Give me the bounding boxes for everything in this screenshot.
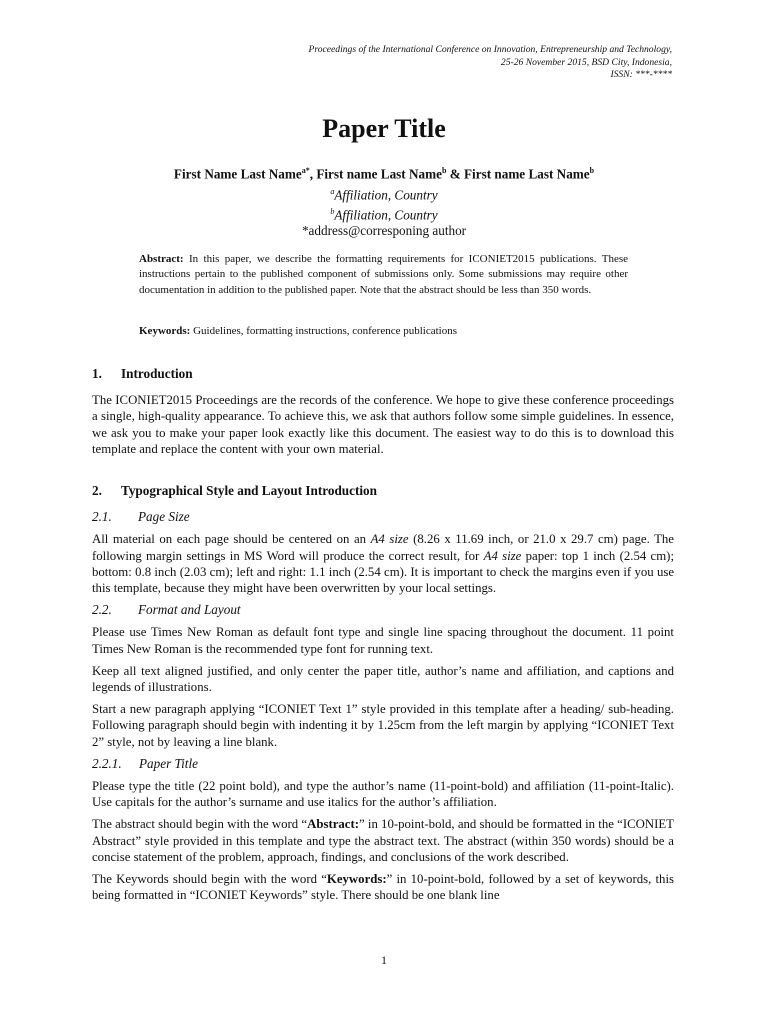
author-3: First name Last Name bbox=[464, 166, 590, 182]
paragraph: The ICONIET2015 Proceedings are the records of the conference. We hope to give these conference proceedings a single, high-quality appearance. To achieve this, we ask that authors follow some simple guidelines. In essence, we ask you to make your paper look exactly like this document. The easiest way to do this is to download this template and replace the content with your own material. bbox=[92, 393, 674, 456]
author-1-sup: a* bbox=[301, 166, 310, 175]
paragraph: All material on each page should be centered on an A4 size (8.26 x 11.69 inch, or 21.0 x 29.7 cm) page. The following margin settings in MS Word will produce the correct result, for A4 size paper: top 1 inch (2.54 cm); bottom: 0.8 inch (2.03 cm); left and right: 1.1 inch (2.54 cm). It is important to check the margins even if you use this template, because they might have been overwritten by your local settings. bbox=[92, 532, 674, 596]
affiliation-text: Affiliation, Country bbox=[334, 207, 438, 223]
abstract-label: Abstract: bbox=[139, 253, 184, 265]
subsection-title: Format and Layout bbox=[138, 602, 241, 618]
proceedings-header bbox=[172, 44, 672, 82]
subsubsection-title: Paper Title bbox=[139, 755, 198, 771]
paragraph: Please use Times New Roman as default font type and single line spacing throughout the document. 11 point Times New Roman is the recommended type font for running text. bbox=[92, 625, 674, 656]
subsection-heading bbox=[92, 509, 674, 525]
paper-body bbox=[92, 366, 674, 909]
header-line-3: ISSN: ***-**** bbox=[610, 69, 672, 80]
keywords bbox=[139, 324, 628, 339]
paragraph: Please type the title (22 point bold), and type the author’s name (11-point-bold) and affiliation (11-point-Italic). Use capitals for the author’s surname and use italics for the author’s affiliation. bbox=[92, 779, 674, 810]
corresponding-email: *address@corresponing author bbox=[301, 223, 467, 238]
affiliation-text: Affiliation, Country bbox=[334, 187, 438, 203]
subsection-number: 2.2. bbox=[92, 602, 112, 618]
affiliation-sup: b bbox=[330, 207, 335, 217]
page-number: 1 bbox=[381, 953, 387, 967]
section-title: Introduction bbox=[121, 366, 193, 381]
keywords-text: Guidelines, formatting instructions, conference publications bbox=[190, 325, 458, 337]
subsubsection-heading bbox=[92, 756, 674, 772]
abstract-text: In this paper, we describe the formatting requirements for ICONIET2015 publications. These instructions pertain to the published component of submissions only. Some submissions may require other documentation in addition to the published paper. Note that the abstract should be less than 350 words. bbox=[139, 253, 628, 296]
affiliation-b bbox=[0, 203, 768, 223]
author-separator: , bbox=[309, 166, 317, 182]
section-heading bbox=[92, 483, 674, 499]
paragraph: Keep all text aligned justified, and only center the paper title, author’s name and affiliation, and captions and legends of illustrations. bbox=[92, 663, 674, 695]
header-line-2: 25-26 November 2015, BSD City, Indonesia, bbox=[500, 56, 672, 68]
paper-title: Paper Title bbox=[322, 114, 446, 143]
header-line-1: Proceedings of the International Conference on Innovation, Entrepreneurship and Technology, bbox=[308, 44, 672, 55]
author-1: First Name Last Name bbox=[173, 166, 302, 182]
author-2-sup: b bbox=[441, 166, 447, 175]
paragraph: The abstract should begin with the word “Abstract:” in 10-point-bold, and should be formatted in the “ICONIET Abstract” style provided in this template and type the abstract text. The abstract (within 350 words) should be a concise statement of the problem, approach, findings, and conclusions of the work described. bbox=[92, 817, 674, 864]
author-list bbox=[0, 162, 768, 182]
section-number: 1. bbox=[92, 366, 102, 381]
paragraph: Start a new paragraph applying “ICONIET Text 1” style provided in this template after a heading/ sub-heading. Following paragraph should begin with indenting it by 1.25cm from the left margin by applying “ICONIET Text 2” style, not by leaving a line blank. bbox=[92, 702, 674, 749]
author-separator: & bbox=[446, 166, 464, 182]
affiliation-a bbox=[0, 183, 768, 203]
author-3-sup: b bbox=[589, 166, 595, 175]
section-title: Typographical Style and Layout Introduction bbox=[121, 483, 377, 499]
abstract bbox=[139, 252, 628, 298]
author-2: First name Last Name bbox=[316, 166, 442, 182]
subsubsection-number: 2.2.1. bbox=[92, 755, 122, 771]
affiliation-sup: a bbox=[330, 187, 335, 196]
subsection-number: 2.1. bbox=[92, 509, 112, 525]
affiliations bbox=[0, 183, 768, 224]
keywords-label: Keywords: bbox=[139, 325, 191, 337]
paragraph: The Keywords should begin with the word “Keywords:” in 10-point-bold, followed by a set of keywords, this being formatted in “ICONIET Keywords” style. There should be one blank line bbox=[92, 872, 674, 903]
subsection-heading bbox=[92, 602, 674, 618]
section-number: 2. bbox=[92, 483, 102, 499]
section-heading bbox=[92, 366, 674, 382]
subsection-title: Page Size bbox=[138, 509, 190, 525]
